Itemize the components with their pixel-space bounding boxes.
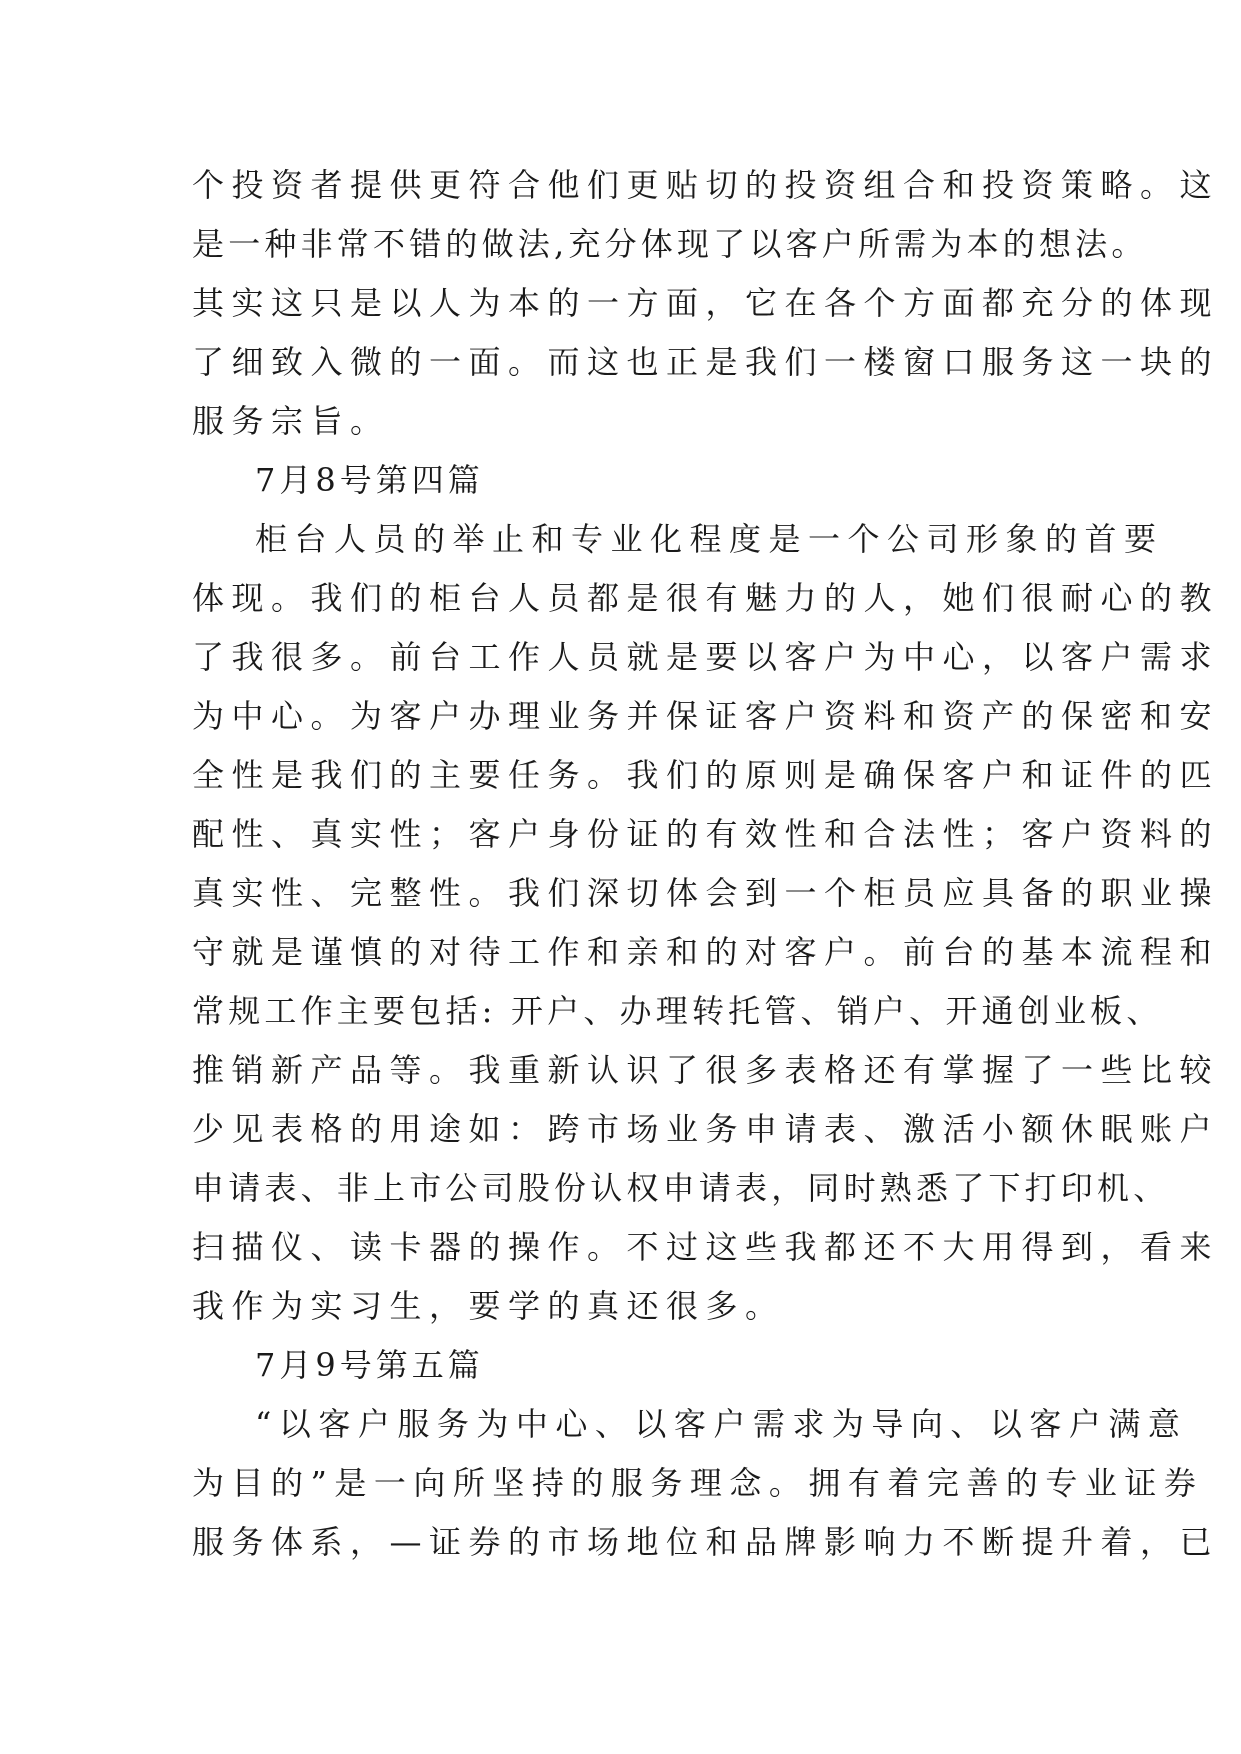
paragraph-line: 我作为实习生，要学的真还很多。 [192, 1287, 785, 1325]
paragraph-line: 真实性、完整性。我们深切体会到一个柜员应具备的职业操 [192, 874, 1220, 912]
paragraph-line: 申请表、非上市公司股份认权申请表，同时熟悉了下打印机、 [192, 1169, 1170, 1207]
paragraph-line: “以客户服务为中心、以客户需求为导向、以客户满意 [255, 1405, 1188, 1443]
paragraph-line: 了我很多。前台工作人员就是要以客户为中心，以客户需求 [192, 638, 1220, 676]
paragraph-line: 全性是我们的主要任务。我们的原则是确保客户和证件的匹 [192, 756, 1220, 794]
paragraph-line: 扫描仪、读卡器的操作。不过这些我都还不大用得到，看来 [192, 1228, 1220, 1266]
paragraph-line: 服务体系，—证券的市场地位和品牌影响力不断提升着，已 [192, 1523, 1220, 1561]
paragraph-line: 服务宗旨。 [192, 402, 390, 440]
paragraph-line: 其实这只是以人为本的一方面，它在各个方面都充分的体现 [192, 284, 1220, 322]
paragraph-line: 个投资者提供更符合他们更贴切的投资组合和投资策略。这 [192, 166, 1220, 204]
paragraph-line: 守就是谨慎的对待工作和亲和的对客户。前台的基本流程和 [192, 933, 1220, 971]
paragraph-line: 体现。我们的柜台人员都是很有魅力的人，她们很耐心的教 [192, 579, 1220, 617]
paragraph-line: 常规工作主要包括: 开户、办理转托管、销户、开通创业板、 [192, 992, 1163, 1030]
paragraph-line: 为目的”是一向所坚持的服务理念。拥有着完善的专业证券 [192, 1464, 1204, 1502]
section-heading: 7月8号第四篇 [255, 461, 484, 499]
paragraph-line: 推销新产品等。我重新认识了很多表格还有掌握了一些比较 [192, 1051, 1220, 1089]
paragraph-line: 为中心。为客户办理业务并保证客户资料和资产的保密和安 [192, 697, 1220, 735]
paragraph-line: 柜台人员的举止和专业化程度是一个公司形象的首要 [255, 520, 1164, 558]
paragraph-line: 了细致入微的一面。而这也正是我们一楼窗口服务这一块的 [192, 343, 1220, 381]
paragraph-line: 是一种非常不错的做法,充分体现了以客户所需为本的想法。 [192, 225, 1148, 263]
paragraph-line: 配性、真实性；客户身份证的有效性和合法性；客户资料的 [192, 815, 1220, 853]
section-heading: 7月9号第五篇 [255, 1346, 484, 1384]
paragraph-line: 少见表格的用途如：跨市场业务申请表、激活小额休眠账户 [192, 1110, 1220, 1148]
